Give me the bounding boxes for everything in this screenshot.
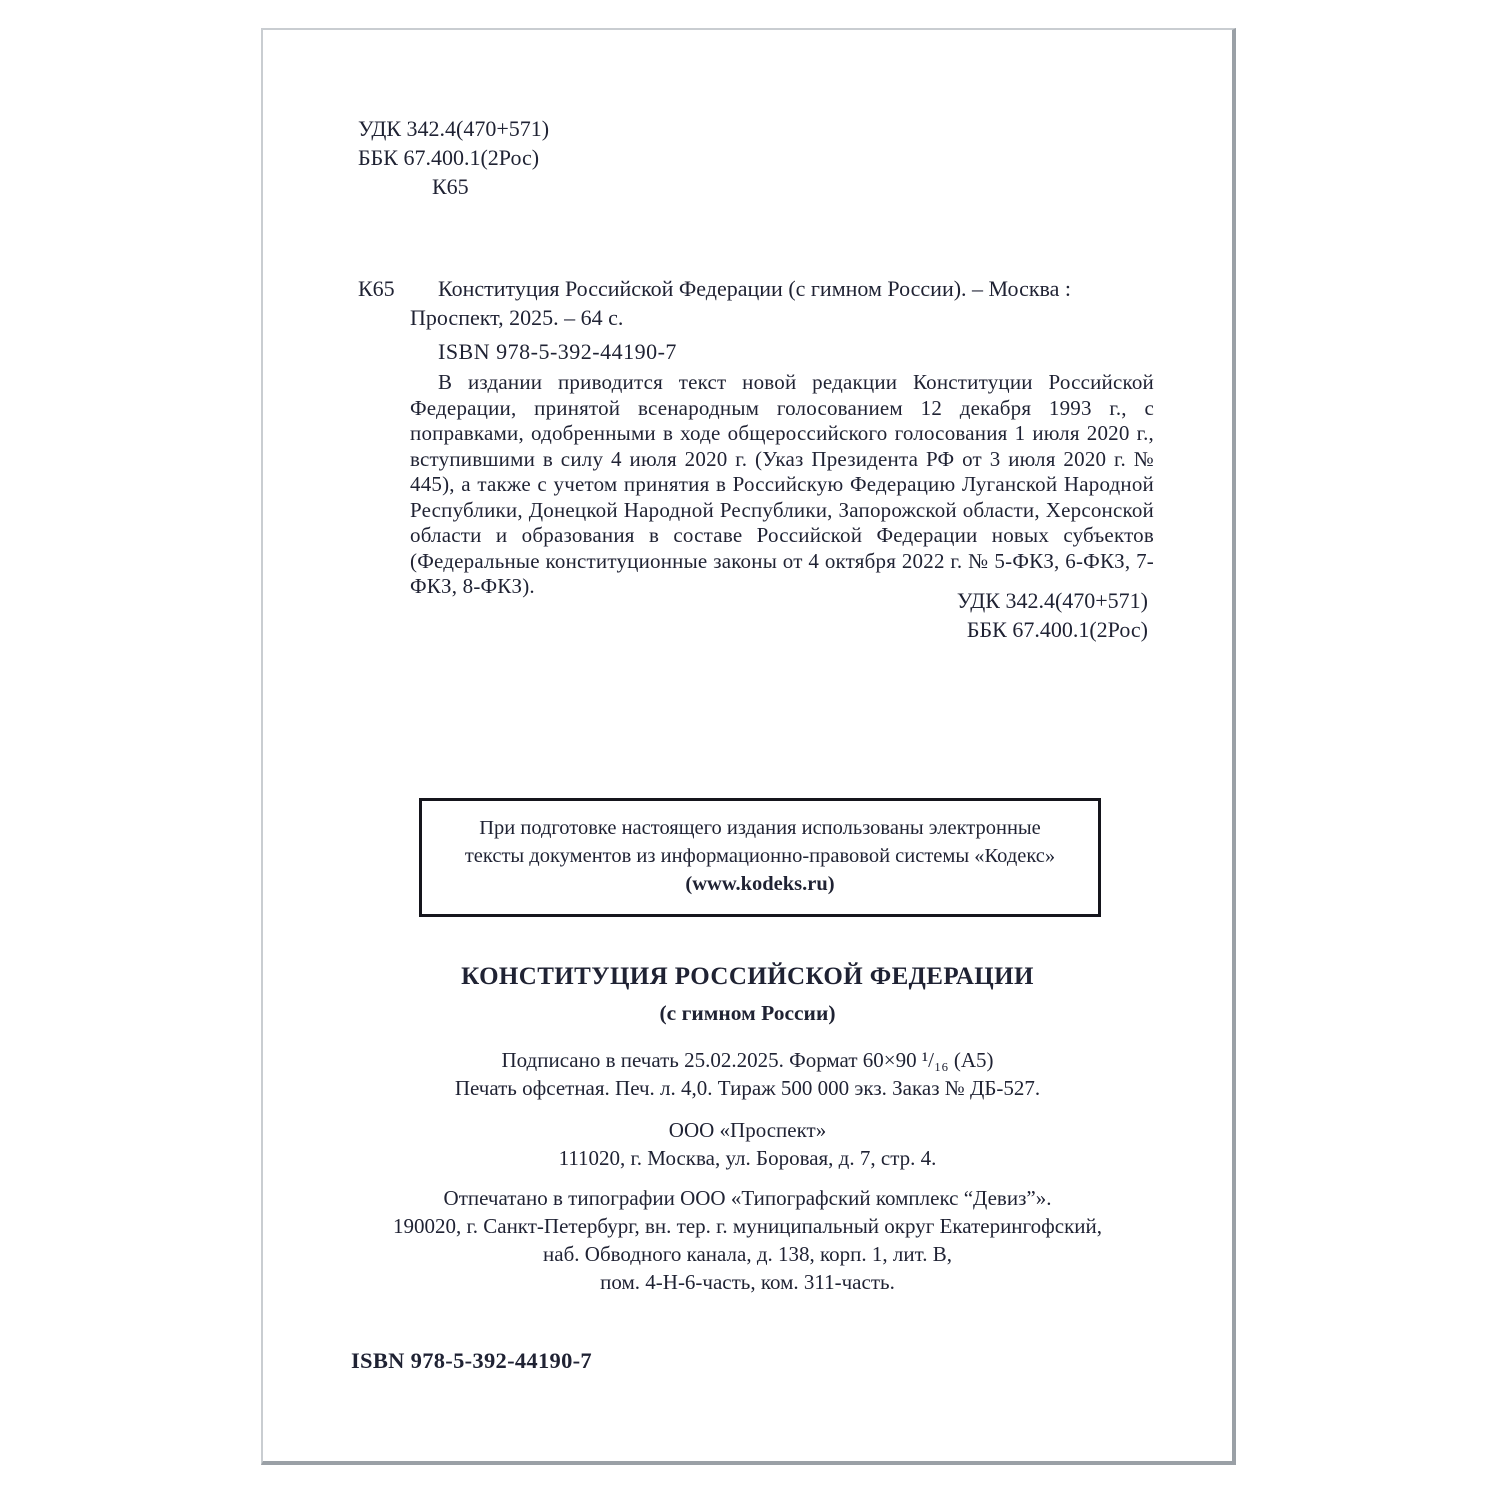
- printing-house-address-line3: пом. 4-Н-6-часть, ком. 311-часть.: [600, 1270, 895, 1294]
- kodeks-notice-line2: тексты документов из информационно-правовой системы «Кодекс»: [464, 845, 1056, 867]
- citation-author-sign: К65: [358, 276, 395, 301]
- isbn-bottom: ISBN 978-5-392-44190-7: [351, 1348, 592, 1373]
- kodeks-source-notice-box: [419, 798, 1101, 917]
- book-title: КОНСТИТУЦИЯ РОССИЙСКОЙ ФЕДЕРАЦИИ: [461, 963, 1034, 990]
- book-subtitle: (с гимном России): [659, 1001, 836, 1025]
- citation-title-line: Конституция Российской Федерации (с гимном России). – Москва :: [438, 276, 1072, 301]
- bbk-code-repeat: ББК 67.400.1(2Рос): [966, 617, 1148, 642]
- author-sign-code: К65: [432, 174, 469, 199]
- printing-house-name-line: Отпечатано в типографии ООО «Типографский комплекс “Девиз”».: [443, 1186, 1052, 1210]
- print-details: [263, 1046, 1232, 1102]
- kodeks-notice-line1: При подготовке настоящего издания использованы электронные: [479, 817, 1041, 839]
- annotation-paragraph: В издании приводится текст новой редакции Конституции Российской Федерации, принятой всенародным голосованием 12 декабря 1993 г., с поправками, одобренными в ходе общероссийского голосования 1 июля 2020 г., вступившими в силу 4 июля 2020 г. (Указ Президента РФ от 3 июля 2020 г. № 445), а также с учетом принятия в Российскую Федерацию Луганской Народной Республики, Донецкой Народной Республики, Запорожской области, Херсонской области и образования в составе Российской Федерации новых субъектов (Федеральные конституционные законы от 4 октября 2022 г. № 5-ФКЗ, 6-ФКЗ, 7-ФКЗ, 8-ФКЗ).: [410, 370, 1154, 598]
- top-classification-codes: [358, 114, 549, 201]
- citation-publisher-line: Проспект, 2025. – 64 с.: [410, 305, 624, 330]
- publisher-name: ООО «Проспект»: [668, 1118, 827, 1142]
- publisher-address: 111020, г. Москва, ул. Боровая, д. 7, стр. 4.: [558, 1146, 937, 1170]
- printing-house-address-line1: 190020, г. Санкт-Петербург, вн. тер. г. муниципальный округ Екатерингофский,: [393, 1214, 1102, 1238]
- printing-house-block: [263, 1184, 1232, 1296]
- bbk-code: ББК 67.400.1(2Рос): [358, 145, 540, 170]
- print-details-run-line: Печать офсетная. Печ. л. 4,0. Тираж 500 000 экз. Заказ № ДБ-527.: [454, 1076, 1041, 1100]
- print-details-format-line: Подписано в печать 25.02.2025. Формат 60×90 ¹/₁₆ (А5): [501, 1048, 994, 1072]
- udk-code: УДК 342.4(470+571): [358, 116, 550, 141]
- udk-code-repeat: УДК 342.4(470+571): [956, 588, 1148, 613]
- book-imprint-page: [261, 28, 1236, 1465]
- isbn-top: ISBN 978-5-392-44190-7: [438, 339, 677, 364]
- book-title-block: [263, 963, 1232, 1026]
- bottom-classification-codes: [957, 586, 1148, 644]
- printing-house-address-line2: наб. Обводного канала, д. 138, корп. 1, лит. В,: [543, 1242, 952, 1266]
- publisher-block: [263, 1116, 1232, 1172]
- kodeks-url: (www.kodeks.ru): [685, 873, 835, 895]
